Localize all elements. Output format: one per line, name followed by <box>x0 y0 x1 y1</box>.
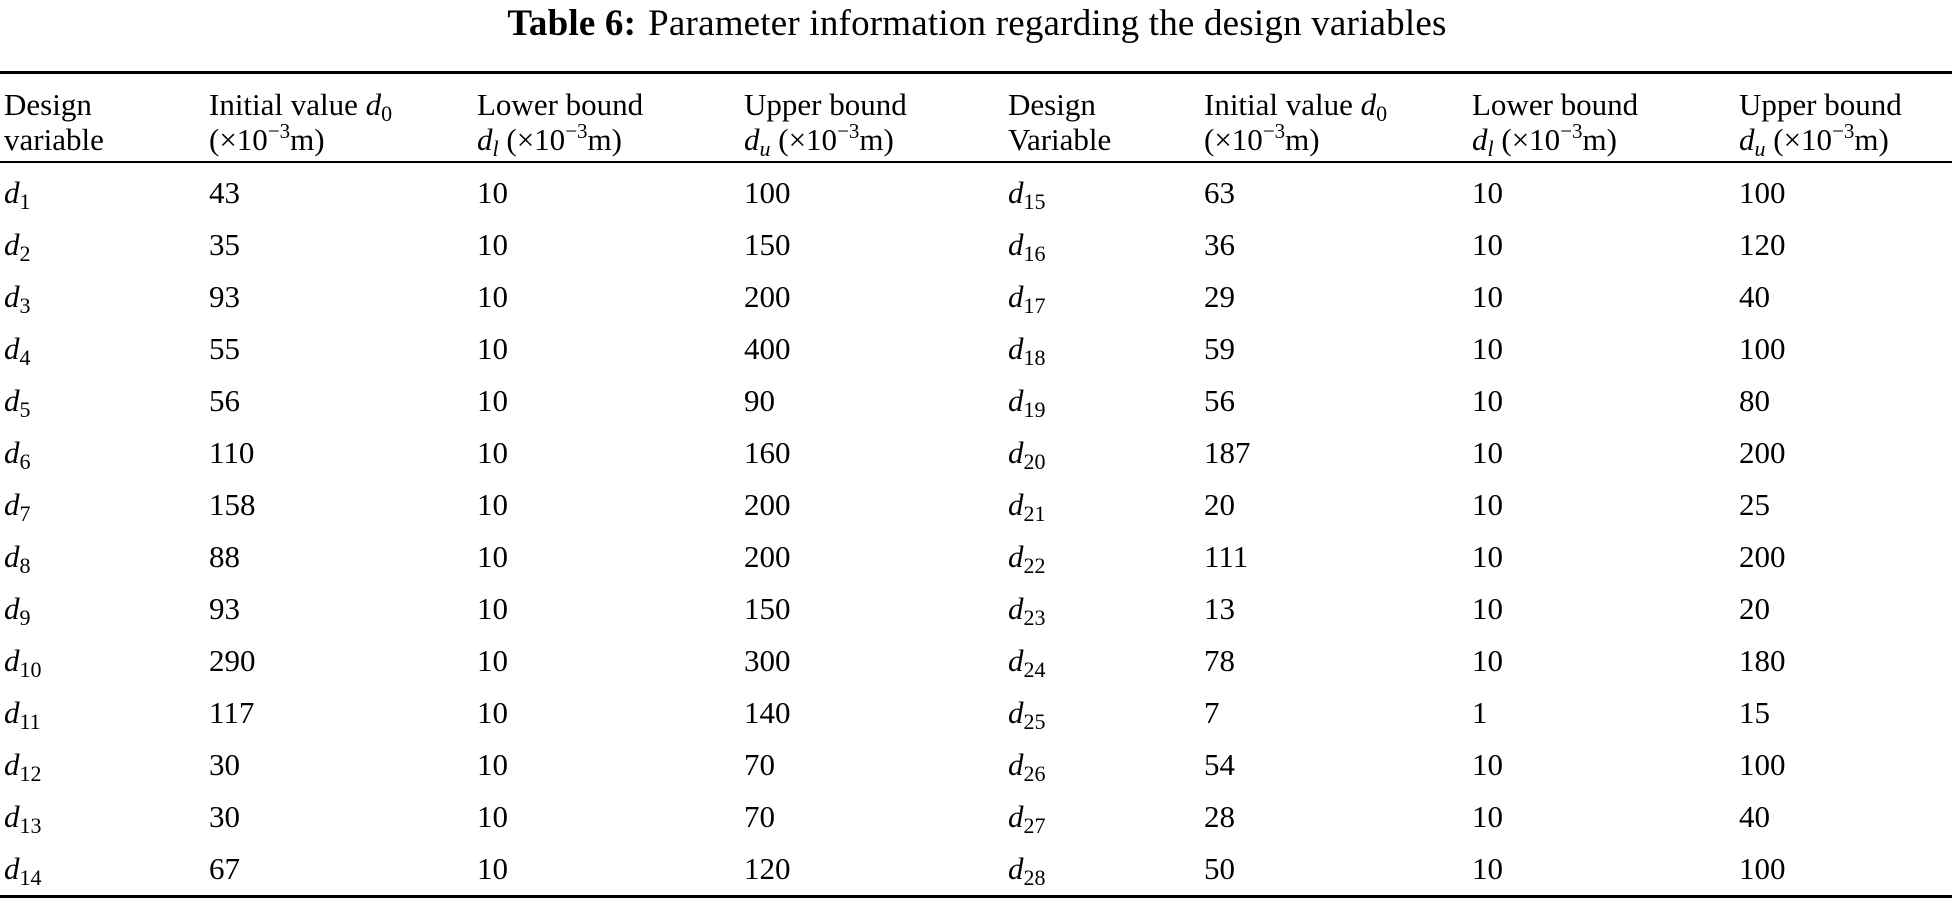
table-row <box>0 323 1952 375</box>
lower-bound-cell: 10 <box>477 175 508 210</box>
header-initial-value-right <box>1200 73 1468 163</box>
design-variable-cell: $d_{21}$ <box>1008 487 1046 526</box>
upper-bound-cell: 140 <box>744 695 791 730</box>
initial-value-cell: 88 <box>209 539 240 574</box>
lower-bound-cell: 10 <box>1472 487 1503 522</box>
initial-value-cell: 111 <box>1204 539 1249 574</box>
table-row <box>0 739 1952 791</box>
upper-bound-cell: 120 <box>744 851 791 886</box>
header-subscript: u <box>1754 136 1766 161</box>
lower-bound-cell: 10 <box>477 695 508 730</box>
table-row <box>0 583 1952 635</box>
header-unit: m) <box>1285 122 1320 157</box>
table-row <box>0 791 1952 843</box>
design-variable-cell: $d_{15}$ <box>1008 175 1046 214</box>
header-text: Upper bound <box>1739 87 1902 122</box>
design-variable-cell: $d_{17}$ <box>1008 279 1046 318</box>
initial-value-cell: 30 <box>209 747 240 782</box>
upper-bound-cell: 120 <box>1739 227 1786 262</box>
header-subscript: l <box>492 136 499 161</box>
header-unit: m) <box>1582 122 1617 157</box>
lower-bound-cell: 10 <box>1472 227 1503 262</box>
header-symbol: d <box>1472 122 1488 157</box>
initial-value-cell: 63 <box>1204 175 1235 210</box>
table-row <box>0 843 1952 897</box>
initial-value-cell: 290 <box>209 643 256 678</box>
upper-bound-cell: 200 <box>1739 435 1786 470</box>
table-body <box>0 162 1952 897</box>
lower-bound-cell: 10 <box>1472 799 1503 834</box>
design-variable-cell: $d_{23}$ <box>1008 591 1046 630</box>
initial-value-cell: 187 <box>1204 435 1251 470</box>
header-initial-value-left <box>205 73 473 163</box>
header-unit: m) <box>1854 122 1889 157</box>
header-design-variable-left <box>0 73 205 163</box>
table-row <box>0 479 1952 531</box>
lower-bound-cell: 1 <box>1472 695 1488 730</box>
header-text: Design <box>4 87 92 122</box>
lower-bound-cell: 10 <box>1472 851 1503 886</box>
header-unit: m) <box>859 122 894 157</box>
design-variable-cell: $d_{27}$ <box>1008 799 1046 838</box>
design-variable-cell: $d_{16}$ <box>1008 227 1046 266</box>
design-variable-cell: $d_{20}$ <box>1008 435 1046 474</box>
header-unit: (×10 <box>498 122 566 157</box>
header-unit: m) <box>290 122 325 157</box>
lower-bound-cell: 10 <box>1472 383 1503 418</box>
table-row <box>0 375 1952 427</box>
lower-bound-cell: 10 <box>477 747 508 782</box>
upper-bound-cell: 300 <box>744 643 791 678</box>
header-text: Upper bound <box>744 87 907 122</box>
design-variable-cell: $d_{28}$ <box>1008 851 1046 890</box>
upper-bound-cell: 80 <box>1739 383 1770 418</box>
upper-bound-cell: 200 <box>744 279 791 314</box>
upper-bound-cell: 90 <box>744 383 775 418</box>
upper-bound-cell: 25 <box>1739 487 1770 522</box>
header-design-variable-right <box>1004 73 1200 163</box>
header-subscript: 0 <box>381 101 393 126</box>
initial-value-cell: 7 <box>1204 695 1220 730</box>
upper-bound-cell: 160 <box>744 435 791 470</box>
design-variable-cell: $d_{11}$ <box>4 695 41 734</box>
lower-bound-cell: 10 <box>477 435 508 470</box>
design-variable-cell: $d_6$ <box>4 435 31 474</box>
lower-bound-cell: 10 <box>1472 539 1503 574</box>
initial-value-cell: 13 <box>1204 591 1235 626</box>
design-variable-cell: $d_4$ <box>4 331 31 370</box>
design-variable-cell: $d_2$ <box>4 227 31 266</box>
initial-value-cell: 158 <box>209 487 256 522</box>
design-variable-cell: $d_3$ <box>4 279 31 318</box>
initial-value-cell: 54 <box>1204 747 1235 782</box>
upper-bound-cell: 200 <box>744 539 791 574</box>
initial-value-cell: 30 <box>209 799 240 834</box>
design-variable-cell: $d_{25}$ <box>1008 695 1046 734</box>
lower-bound-cell: 10 <box>477 591 508 626</box>
header-symbol: d <box>477 122 493 157</box>
lower-bound-cell: 10 <box>477 383 508 418</box>
lower-bound-cell: 10 <box>1472 435 1503 470</box>
table-row <box>0 219 1952 271</box>
table-row <box>0 635 1952 687</box>
header-text: Lower bound <box>477 87 644 122</box>
header-exponent: −3 <box>267 119 291 143</box>
table-row <box>0 427 1952 479</box>
header-unit: (×10 <box>1204 122 1263 157</box>
lower-bound-cell: 10 <box>477 487 508 522</box>
initial-value-cell: 55 <box>209 331 240 366</box>
header-unit: (×10 <box>209 122 268 157</box>
upper-bound-cell: 15 <box>1739 695 1770 730</box>
upper-bound-cell: 200 <box>1739 539 1786 574</box>
table-row <box>0 687 1952 739</box>
design-variable-cell: $d_8$ <box>4 539 31 578</box>
upper-bound-cell: 150 <box>744 227 791 262</box>
header-text: variable <box>4 122 104 157</box>
initial-value-cell: 56 <box>209 383 240 418</box>
upper-bound-cell: 100 <box>1739 747 1786 782</box>
initial-value-cell: 78 <box>1204 643 1235 678</box>
initial-value-cell: 67 <box>209 851 240 886</box>
table-title: Parameter information regarding the design variables <box>648 3 1447 44</box>
header-text: Initial value <box>1204 87 1361 122</box>
header-upper-bound-left <box>740 73 1004 163</box>
upper-bound-cell: 100 <box>1739 175 1786 210</box>
lower-bound-cell: 10 <box>1472 747 1503 782</box>
upper-bound-cell: 20 <box>1739 591 1770 626</box>
lower-bound-cell: 10 <box>477 799 508 834</box>
table-row <box>0 271 1952 323</box>
initial-value-cell: 59 <box>1204 331 1235 366</box>
upper-bound-cell: 180 <box>1739 643 1786 678</box>
initial-value-cell: 20 <box>1204 487 1235 522</box>
upper-bound-cell: 100 <box>1739 331 1786 366</box>
header-unit: (×10 <box>1765 122 1833 157</box>
design-variable-cell: $d_1$ <box>4 175 31 214</box>
header-text: Design <box>1008 87 1096 122</box>
table-header-row <box>0 73 1952 163</box>
lower-bound-cell: 10 <box>477 539 508 574</box>
header-symbol: d <box>744 122 760 157</box>
initial-value-cell: 56 <box>1204 383 1235 418</box>
header-text: Lower bound <box>1472 87 1639 122</box>
lower-bound-cell: 10 <box>1472 643 1503 678</box>
design-variables-table <box>0 71 1952 898</box>
header-symbol: d <box>1360 87 1377 122</box>
lower-bound-cell: 10 <box>477 643 508 678</box>
upper-bound-cell: 150 <box>744 591 791 626</box>
header-unit: (×10 <box>1493 122 1561 157</box>
lower-bound-cell: 10 <box>1472 331 1503 366</box>
initial-value-cell: 117 <box>209 695 255 730</box>
design-variable-cell: $d_{18}$ <box>1008 331 1046 370</box>
table-row <box>0 162 1952 219</box>
header-text: Initial value <box>209 87 366 122</box>
header-exponent: −3 <box>1262 119 1286 143</box>
lower-bound-cell: 10 <box>1472 591 1503 626</box>
lower-bound-cell: 10 <box>477 279 508 314</box>
upper-bound-cell: 40 <box>1739 799 1770 834</box>
header-lower-bound-right <box>1468 73 1735 163</box>
initial-value-cell: 93 <box>209 591 240 626</box>
upper-bound-cell: 40 <box>1739 279 1770 314</box>
initial-value-cell: 110 <box>209 435 255 470</box>
lower-bound-cell: 10 <box>1472 175 1503 210</box>
header-exponent: −3 <box>565 119 588 143</box>
design-variable-cell: $d_{14}$ <box>4 851 42 890</box>
upper-bound-cell: 100 <box>1739 851 1786 886</box>
header-unit: (×10 <box>770 122 838 157</box>
upper-bound-cell: 100 <box>744 175 791 210</box>
header-upper-bound-right <box>1735 73 1952 163</box>
initial-value-cell: 36 <box>1204 227 1235 262</box>
upper-bound-cell: 70 <box>744 747 775 782</box>
design-variable-cell: $d_{12}$ <box>4 747 42 786</box>
upper-bound-cell: 200 <box>744 487 791 522</box>
initial-value-cell: 93 <box>209 279 240 314</box>
upper-bound-cell: 400 <box>744 331 791 366</box>
header-exponent: −3 <box>837 119 860 143</box>
design-variable-cell: $d_5$ <box>4 383 31 422</box>
header-subscript: 0 <box>1376 101 1388 126</box>
lower-bound-cell: 10 <box>477 851 508 886</box>
table-label: Table 6: <box>507 3 637 44</box>
design-variable-cell: $d_{26}$ <box>1008 747 1046 786</box>
header-lower-bound-left <box>473 73 740 163</box>
lower-bound-cell: 10 <box>1472 279 1503 314</box>
initial-value-cell: 29 <box>1204 279 1235 314</box>
design-variable-cell: $d_7$ <box>4 487 31 526</box>
design-variable-cell: $d_{13}$ <box>4 799 42 838</box>
header-subscript: l <box>1487 136 1494 161</box>
lower-bound-cell: 10 <box>477 227 508 262</box>
design-variable-cell: $d_{22}$ <box>1008 539 1046 578</box>
header-text: Variable <box>1008 122 1112 157</box>
initial-value-cell: 28 <box>1204 799 1235 834</box>
table-caption <box>0 0 1954 62</box>
initial-value-cell: 50 <box>1204 851 1235 886</box>
table-row <box>0 531 1952 583</box>
upper-bound-cell: 70 <box>744 799 775 834</box>
initial-value-cell: 35 <box>209 227 240 262</box>
header-unit: m) <box>587 122 622 157</box>
header-exponent: −3 <box>1832 119 1855 143</box>
design-variable-cell: $d_{19}$ <box>1008 383 1046 422</box>
initial-value-cell: 43 <box>209 175 240 210</box>
design-variable-cell: $d_{10}$ <box>4 643 42 682</box>
header-exponent: −3 <box>1560 119 1583 143</box>
design-variable-cell: $d_9$ <box>4 591 31 630</box>
header-symbol: d <box>365 87 382 122</box>
lower-bound-cell: 10 <box>477 331 508 366</box>
design-variable-cell: $d_{24}$ <box>1008 643 1046 682</box>
header-symbol: d <box>1739 122 1755 157</box>
header-subscript: u <box>759 136 771 161</box>
